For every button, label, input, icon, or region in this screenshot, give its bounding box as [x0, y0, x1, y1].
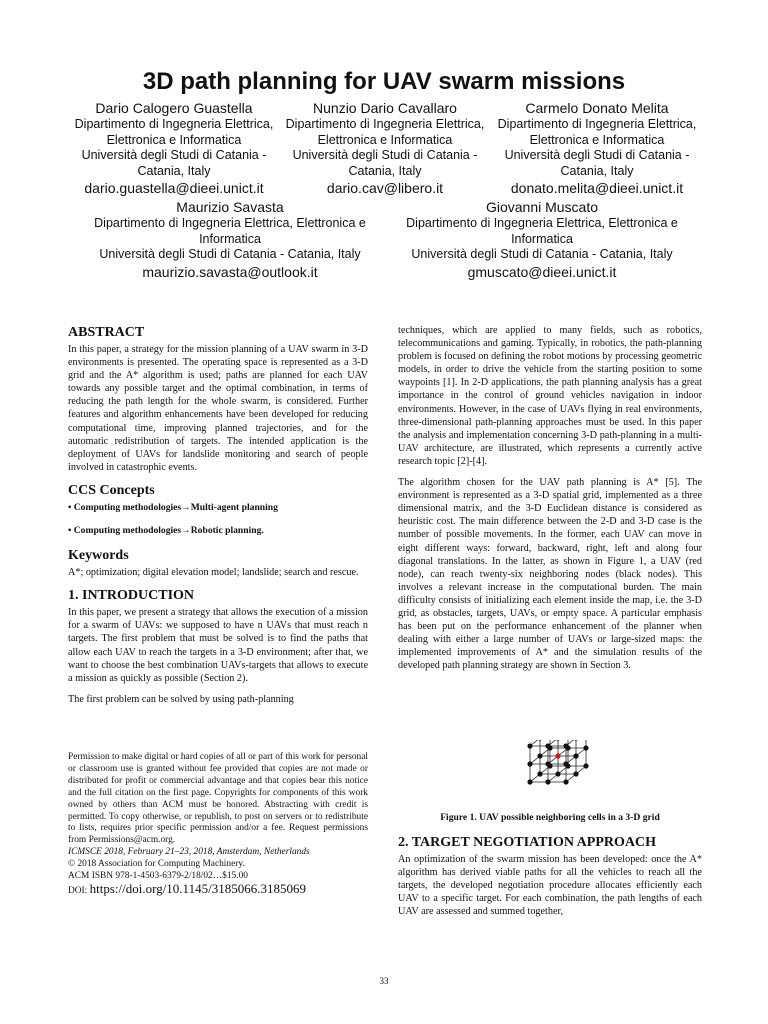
- author-affiliation: Dipartimento di Ingegneria Elettrica, Elettronica e Informatica: [74, 117, 274, 147]
- doi-link[interactable]: https://doi.org/10.1145/3185066.3185069: [89, 880, 306, 896]
- copyright-info: © 2018 Association for Computing Machinery.: [68, 859, 245, 870]
- author-affiliation: Dipartimento di Ingegneria Elettrica, Elettronica e Informatica: [94, 216, 366, 246]
- author-university: Università degli Studi di Catania - Catania, Italy: [411, 247, 673, 261]
- author-email[interactable]: dario.guastella@dieei.unict.it: [84, 180, 264, 196]
- author-affiliation: Dipartimento di Ingegneria Elettrica, Elettronica e Informatica: [406, 216, 678, 246]
- intro-paragraph: In this paper, we present a strategy that allows the execution of a mission for a swarm of UAVs: we supposed to have n UAVs that must reach n targets. The first problem that must be solved is to find the paths that allow each UAV to reach the targets in a 3-D environment; after that, we want to choose the best combination UAVs-targets that allows to execute a mission as quickly as possible (Section 2).: [68, 607, 368, 684]
- neighbor-node: [527, 779, 532, 784]
- neighbor-node: [583, 745, 588, 750]
- author-2: [280, 99, 490, 197]
- uav-node: [555, 753, 560, 758]
- author-name: Nunzio Dario Cavallaro: [313, 100, 457, 116]
- neighbor-node: [573, 771, 578, 776]
- permission-block: [68, 752, 368, 898]
- author-4: [90, 198, 370, 281]
- author-affiliation: Dipartimento di Ingegneria Elettrica, Elettronica e Informatica: [497, 117, 697, 147]
- author-email[interactable]: maurizio.savasta@outlook.it: [142, 263, 318, 280]
- section-2: [398, 834, 702, 926]
- abstract-heading: ABSTRACT: [68, 325, 145, 340]
- author-name: Maurizio Savasta: [176, 199, 284, 215]
- author-1: [68, 99, 280, 197]
- page-number: 33: [379, 976, 389, 986]
- conference-info: ICMSCE 2018, February 21–23, 2018, Amsterdam, Netherlands: [68, 847, 310, 858]
- neighbor-node: [573, 753, 578, 758]
- ccs-item: • Computing methodologies→Multi-agent planning: [68, 501, 278, 513]
- intro-heading: 1. INTRODUCTION: [68, 588, 195, 604]
- neighbor-node: [537, 740, 542, 741]
- figure-caption: Figure 1. UAV possible neighboring cells in a 3-D grid: [440, 812, 660, 823]
- neighbor-node: [545, 779, 550, 784]
- body-paragraph: An optimization of the swarm mission has been developed: once the A* algorithm has derived viable paths for all the vehicles to reach all the targets, the developed negotiation procedure allocates efficiently each UAV to a specific target. For each combination, the path lengths of each UAV are assessed and summed together,: [398, 854, 702, 918]
- body-paragraph: techniques, which are applied to many fields, such as robotics, telecommunications and gaming. Typically, in robotics, the path-planning problem is focused on defining the robot motions by processing geometric models, in order to drive the vehicle from the starting position to some waypoints [1]. In 2-D applications, the path planning analysis has a great importance in the control of ground vehicles navigation in indoor environments. However, in the case of UAVs flying in real environments, three-dimensional path-planning approaches must be used. In this paper the analysis and implementation concerning 3-D path-planning in a multi-UAV architecture, are illustrated, which represents a currently active research topic [2]-[4].: [398, 325, 702, 467]
- keywords-text: A*; optimization; digital elevation model; landslide; search and rescue.: [68, 567, 359, 579]
- left-column: [68, 324, 368, 714]
- author-email[interactable]: donato.melita@dieei.unict.it: [510, 180, 684, 196]
- author-name: Carmelo Donato Melita: [525, 100, 669, 116]
- neighbor-node: [527, 761, 532, 766]
- neighbor-node: [563, 761, 568, 766]
- intro-paragraph: The first problem can be solved by using path-planning: [68, 693, 294, 705]
- paper-title: 3D path planning for UAV swarm missions: [142, 68, 626, 95]
- doi-label: DOI:: [68, 885, 90, 896]
- neighbor-node: [555, 740, 560, 741]
- neighbor-node: [537, 771, 542, 776]
- neighbor-node: [537, 753, 542, 758]
- author-3: [492, 99, 702, 197]
- keywords-heading: Keywords: [68, 548, 129, 564]
- author-university: Università degli Studi di Catania - Catania, Italy: [99, 247, 361, 261]
- author-university: Università degli Studi di Catania - Catania, Italy: [504, 148, 690, 178]
- body-paragraph: The algorithm chosen for the UAV path planning is A* [5]. The environment is represented as a 3-D spatial grid, implemented as a three dimensional matrix, and the 3-D Euclidean distance is considered as heuristic cost. The main difference between the 2-D and 3-D case is the number of possible movements. In the former, each UAV can move in eight different ways: forward, backward, right, left and along four diagonal translations. In the latter, as shown in Figure 1, a UAV (red node), can reach twenty-six neighboring nodes (black nodes). This involves a relevant increase in the computational burden. The main difficulty consists of initializing each element inside the map, i.e. the 3-D grid, as obstacles, targets, UAVs, or empty space. A particular emphasis has been put on the performance enhancement of the planner when dealing with either a large number of UAVs or large-sized maps: the implemented improvements of A* and the simulation results of the developed path planning strategy are shown in Section 3.: [398, 477, 702, 672]
- author-name: Dario Calogero Guastella: [95, 100, 253, 116]
- section-2-heading: 2. TARGET NEGOTIATION APPROACH: [398, 835, 657, 850]
- neighbor-node: [545, 743, 550, 748]
- author-university: Università degli Studi di Catania - Catania, Italy: [292, 148, 478, 178]
- ccs-heading: CCS Concepts: [68, 482, 155, 498]
- author-email[interactable]: gmuscato@dieei.unict.it: [467, 263, 617, 280]
- author-university: Università degli Studi di Catania - Catania, Italy: [81, 148, 267, 178]
- author-affiliation: Dipartimento di Ingegneria Elettrica, Elettronica e Informatica: [285, 117, 485, 147]
- neighbor-node: [527, 743, 532, 748]
- author-name: Giovanni Muscato: [485, 199, 599, 215]
- abstract-text: In this paper, a strategy for the mission planning of a UAV swarm in 3-D environments is presented. The operating space is represented as a 3-D grid and the A* algorithm is used; paths are planned for each UAV towards any possible target and the optimal combination, in terms of reducing the path length for the whole swarm, is considered. Further features and algorithm enhancements have been developed for reducing computational time, improving planned trajectories, and for the automatic redistribution of targets. The intended application is the deployment of UAVs for landslide monitoring and search of people involved in catastrophic events.: [68, 344, 368, 473]
- neighbor-node: [545, 761, 550, 766]
- neighbor-node: [555, 771, 560, 776]
- neighbor-node: [563, 743, 568, 748]
- neighbor-node: [583, 763, 588, 768]
- neighbor-node: [573, 740, 578, 741]
- neighbor-node: [563, 779, 568, 784]
- isbn-info: ACM ISBN 978-1-4503-6379-2/18/02…$15.00: [68, 871, 248, 882]
- author-5: [402, 198, 682, 281]
- author-email[interactable]: dario.cav@libero.it: [326, 180, 444, 196]
- right-column: [398, 324, 702, 680]
- ccs-item: • Computing methodologies→Robotic planning.: [68, 525, 264, 537]
- permission-text: Permission to make digital or hard copies of all or part of this work for personal or classroom use is granted without fee provided that copies are not made or distributed for profit or commercial advantage and that copies bear this notice and the full citation on the first page. Copyrights for components of this work owned by others than ACM must be honored. Abstracting with credit is permitted. To copy otherwise, or republish, to post on servers or to redistribute to lists, requires prior specific permission and/or a fee. Request permissions from Permissions@acm.org.: [68, 752, 368, 846]
- figure-3d-grid: [520, 740, 598, 808]
